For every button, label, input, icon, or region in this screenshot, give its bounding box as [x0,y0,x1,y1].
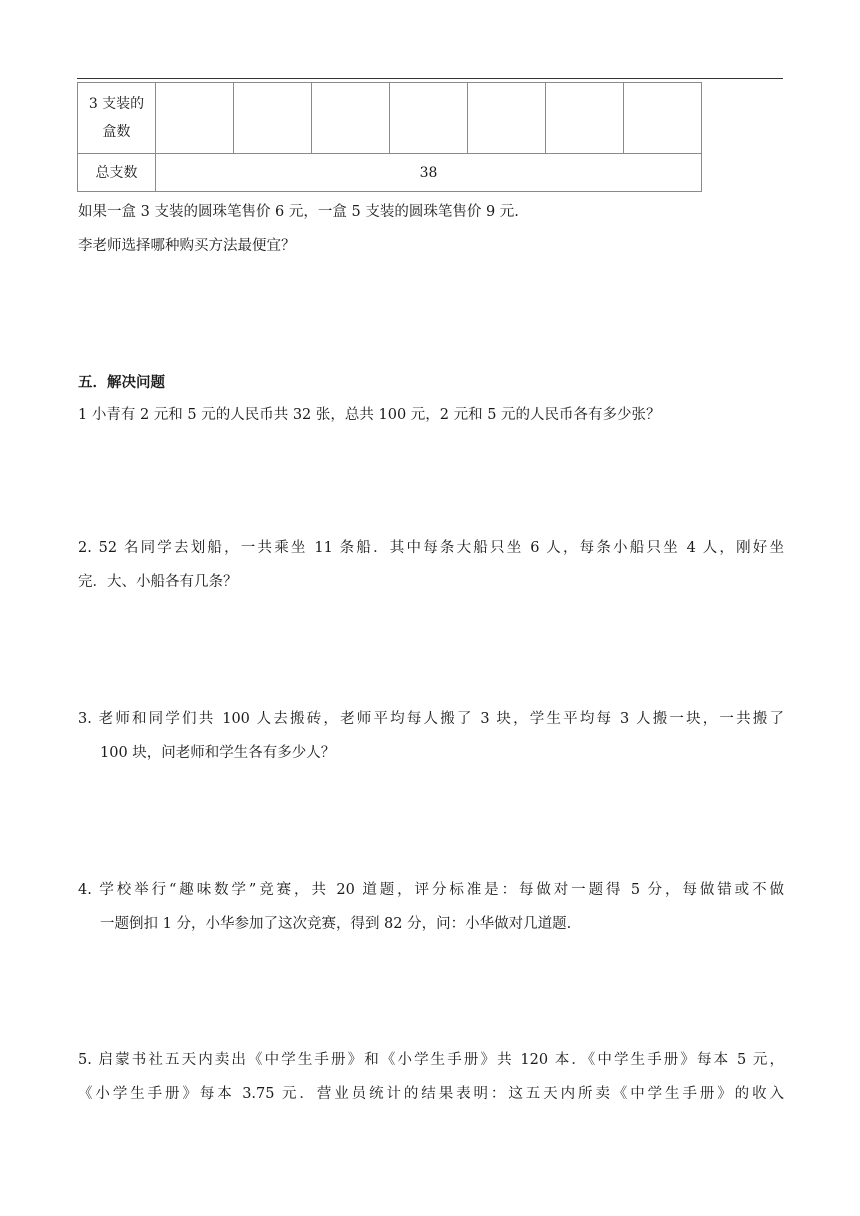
top-rule [77,78,783,79]
problem-2-line2: 完．大、小船各有几条？ [78,574,238,590]
problem-3-line1: 3. 老师和同学们共 100 人去搬砖，老师平均每人搬了 3 块，学生平均每 3 人搬一块，一共搬了 [78,711,784,727]
problem-5-line2: 《小学生手册》每本 3.75 元．营业员统计的结果表明：这五天内所卖《中学生手册》的收入 [78,1086,784,1102]
table-cell [468,83,546,154]
problem-3-line2: 100 块，问老师和学生各有多少人？ [100,745,336,761]
row-label-boxes-line1: 3 支装的 [88,96,145,112]
table-cell [624,83,702,154]
table-row-boxes [78,83,702,154]
section-heading: 五．解决问题 [78,375,165,391]
row-label-total: 总支数 [78,154,156,192]
problem-2-line1: 2. 52 名同学去划船，一共乘坐 11 条船．其中每条大船只坐 6 人，每条小船只坐 4 人，刚好坐 [78,540,784,556]
problem-4 [78,873,784,941]
problem-2 [78,531,784,599]
table-cell [234,83,312,154]
table-row-total [78,154,702,192]
row-label-boxes [78,83,156,154]
box-count-table [77,82,702,192]
row-label-boxes-line2: 盒数 [102,124,131,140]
table-cell [156,83,234,154]
problem-4-line2: 一题倒扣 1 分，小华参加了这次竞赛，得到 82 分，问：小华做对几道题. [100,916,572,932]
problem-5 [78,1043,784,1111]
problem-3 [78,702,784,770]
total-value-cell: 38 [156,154,702,192]
problem-5-line1: 5. 启蒙书社五天内卖出《中学生手册》和《小学生手册》共 120 本．《中学生手册》每本 5 元， [78,1052,784,1068]
pricing-text: 如果一盒 3 支装的圆珠笔售价 6 元，一盒 5 支装的圆珠笔售价 9 元. [78,204,519,220]
question-text: 李老师选择哪种购买方法最便宜？ [78,238,296,254]
problem-4-line1: 4. 学校举行“趣味数学”竞赛，共 20 道题，评分标准是：每做对一题得 5 分，每做错或不做 [78,882,784,898]
table-cell [312,83,390,154]
table-cell [390,83,468,154]
problem-1-line1: 1 小青有 2 元和 5 元的人民币共 32 张，总共 100 元，2 元和 5 元的人民币各有多少张？ [78,407,661,423]
table-cell [546,83,624,154]
problem-1 [78,398,784,432]
